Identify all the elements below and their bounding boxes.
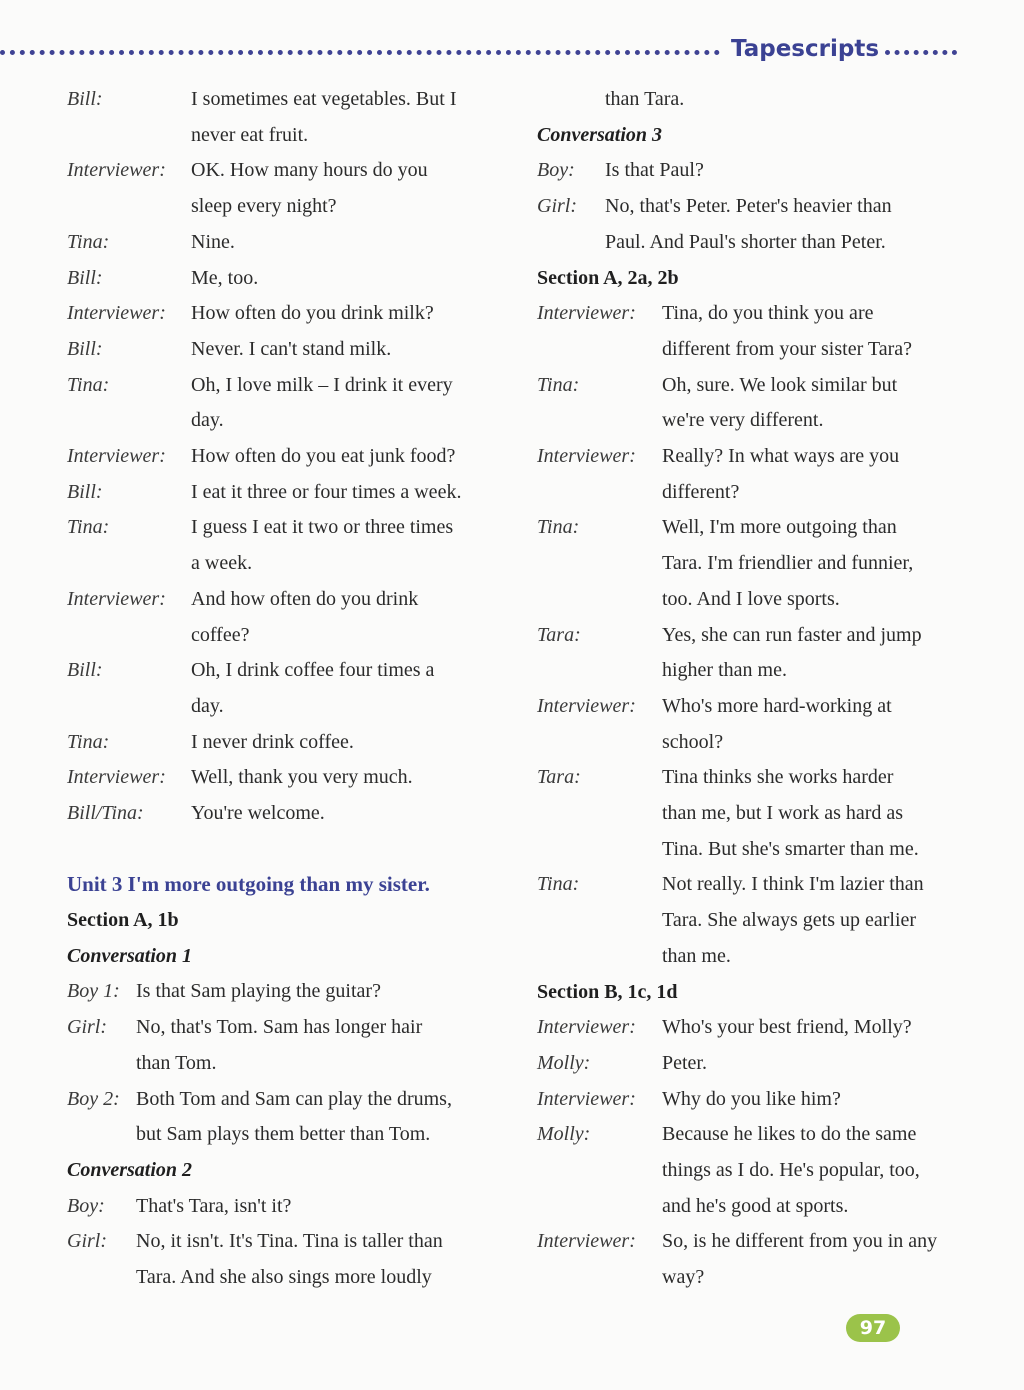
speaker-label: Interviewer: — [537, 694, 636, 717]
speaker-label: Boy 1: — [67, 980, 120, 1003]
dialogue-line: different? — [662, 480, 740, 503]
dialogue-line: I never drink coffee. — [191, 730, 354, 753]
dialogue-line: Who's more hard-working at — [662, 694, 892, 717]
dialogue-line: So, is he different from you in any — [662, 1230, 938, 1253]
dialogue-line: Because he likes to do the same — [662, 1123, 917, 1146]
dialogue-line: Well, I'm more outgoing than — [662, 516, 897, 539]
dialogue-line: No, it isn't. It's Tina. Tina is taller than — [136, 1230, 443, 1253]
speaker-label: Bill: — [67, 480, 103, 503]
dialogue-line: You're welcome. — [191, 802, 325, 824]
speaker-label: Tina: — [67, 730, 110, 753]
speaker-label: Interviewer: — [537, 1016, 636, 1039]
dialogue-line: Tina. But she's smarter than me. — [662, 837, 919, 860]
speaker-label: Girl: — [67, 1230, 107, 1253]
speaker-label: Tina: — [67, 230, 110, 253]
speaker-label: Interviewer: — [67, 587, 166, 610]
speaker-label: Tina: — [537, 516, 580, 539]
dialogue-line: Tina thinks she works harder — [662, 766, 894, 789]
dialogue-line: day. — [191, 694, 224, 717]
dialogue-line: Really? In what ways are you — [662, 445, 900, 467]
dialogue-line: Oh, sure. We look similar but — [662, 373, 898, 396]
dialogue-line: Who's your best friend, Molly? — [662, 1016, 912, 1039]
speaker-label: Girl: — [67, 1016, 107, 1039]
dialogue-line: school? — [662, 730, 724, 753]
dialogue-line: too. And I love sports. — [662, 587, 840, 610]
dialogue-line: higher than me. — [662, 659, 787, 682]
dialogue-line: but Sam plays them better than Tom. — [136, 1123, 431, 1146]
dialogue-line: Oh, I love milk – I drink it every — [191, 373, 453, 396]
dialogue-line: I sometimes eat vegetables. But I — [191, 88, 457, 110]
dialogue-line: day. — [191, 409, 224, 432]
dialogue-line: never eat fruit. — [191, 123, 309, 146]
dialogue-line: different from your sister Tara? — [662, 337, 912, 360]
page-header — [0, 34, 1024, 70]
speaker-label: Bill: — [67, 659, 103, 682]
dialogue-line: Never. I can't stand milk. — [191, 337, 392, 360]
dialogue-line: Both Tom and Sam can play the drums, — [136, 1087, 452, 1110]
dialogue-line: Well, thank you very much. — [191, 766, 413, 789]
dialogue-line: Oh, I drink coffee four times a — [191, 659, 435, 682]
unit-title: Unit 3 I'm more outgoing than my sister. — [67, 872, 430, 896]
speaker-label: Molly: — [537, 1123, 591, 1146]
speaker-label: Bill: — [67, 88, 103, 110]
speaker-label: Interviewer: — [67, 302, 166, 325]
dialogue-line: a week. — [191, 552, 253, 575]
dialogue-line: Paul. And Paul's shorter than Peter. — [605, 230, 886, 253]
speaker-label: Girl: — [537, 195, 577, 218]
dialogue-line: That's Tara, isn't it? — [136, 1194, 292, 1217]
section-heading: Section B, 1c, 1d — [537, 980, 678, 1003]
page-number: 97 — [846, 1314, 900, 1342]
speaker-label: Interviewer: — [537, 1087, 636, 1110]
speaker-label: Interviewer: — [67, 766, 166, 789]
speaker-label: Boy: — [537, 159, 575, 182]
speaker-label: Tina: — [67, 373, 110, 396]
dialogue-line: sleep every night? — [191, 195, 337, 218]
section-heading: Section A, 2a, 2b — [537, 266, 679, 289]
dialogue-line: Peter. — [662, 1051, 707, 1074]
conversation-heading: Conversation 1 — [67, 944, 193, 967]
speaker-label: Interviewer: — [537, 302, 636, 325]
speaker-label: Boy 2: — [67, 1087, 120, 1110]
header-dotted-rule-left — [0, 50, 720, 55]
speaker-label: Boy: — [67, 1194, 105, 1217]
dialogue-line: than me. — [662, 944, 731, 967]
dialogue-line: Not really. I think I'm lazier than — [662, 873, 924, 896]
header-title: Tapescripts — [731, 36, 880, 62]
conversation-heading: Conversation 3 — [537, 123, 663, 146]
section-heading: Section A, 1b — [67, 909, 179, 931]
dialogue-line: Is that Paul? — [605, 159, 704, 182]
speaker-label: Bill: — [67, 266, 103, 289]
speaker-label: Interviewer: — [67, 445, 166, 467]
dialogue-line: Nine. — [191, 230, 235, 253]
dialogue-line: Tara. And she also sings more loudly — [136, 1266, 432, 1288]
dialogue-line: than me, but I work as hard as — [662, 802, 904, 824]
dialogue-line: Tina, do you think you are — [662, 302, 874, 325]
dialogue-line: No, that's Peter. Peter's heavier than — [605, 195, 892, 218]
dialogue-line: Tara. I'm friendlier and funnier, — [662, 552, 914, 575]
speaker-label: Interviewer: — [67, 159, 166, 182]
speaker-label: Bill: — [67, 337, 103, 360]
dialogue-line: No, that's Tom. Sam has longer hair — [136, 1016, 423, 1039]
dialogue-line: and he's good at sports. — [662, 1194, 849, 1217]
dialogue-line: way? — [662, 1266, 705, 1289]
dialogue-line: Tara. She always gets up earlier — [662, 909, 917, 932]
speaker-label: Interviewer: — [537, 445, 636, 467]
dialogue-line: things as I do. He's popular, too, — [662, 1159, 920, 1181]
header-dotted-rule-right — [885, 50, 957, 55]
dialogue-line: Why do you like him? — [662, 1087, 841, 1110]
dialogue-line: OK. How many hours do you — [191, 159, 428, 182]
speaker-label: Bill/Tina: — [67, 802, 144, 824]
dialogue-line: And how often do you drink — [191, 587, 419, 610]
dialogue-line: I eat it three or four times a week. — [191, 480, 462, 503]
dialogue-line: I guess I eat it two or three times — [191, 516, 454, 539]
dialogue-line: coffee? — [191, 623, 250, 646]
dialogue-line: Is that Sam playing the guitar? — [136, 980, 381, 1003]
dialogue-line: How often do you eat junk food? — [191, 445, 456, 467]
speaker-label: Tina: — [67, 516, 110, 539]
speaker-label: Tina: — [537, 873, 580, 896]
dialogue-line: Yes, she can run faster and jump — [662, 623, 922, 646]
dialogue-line: How often do you drink milk? — [191, 302, 434, 325]
dialogue-line: Me, too. — [191, 266, 259, 289]
speaker-label: Tara: — [537, 623, 581, 646]
speaker-label: Molly: — [537, 1051, 591, 1074]
speaker-label: Tara: — [537, 766, 581, 789]
dialogue-line: than Tom. — [136, 1051, 217, 1074]
dialogue-line: we're very different. — [662, 409, 824, 432]
speaker-label: Interviewer: — [537, 1230, 636, 1253]
dialogue-line: than Tara. — [605, 88, 685, 110]
conversation-heading: Conversation 2 — [67, 1158, 193, 1181]
speaker-label: Tina: — [537, 373, 580, 396]
